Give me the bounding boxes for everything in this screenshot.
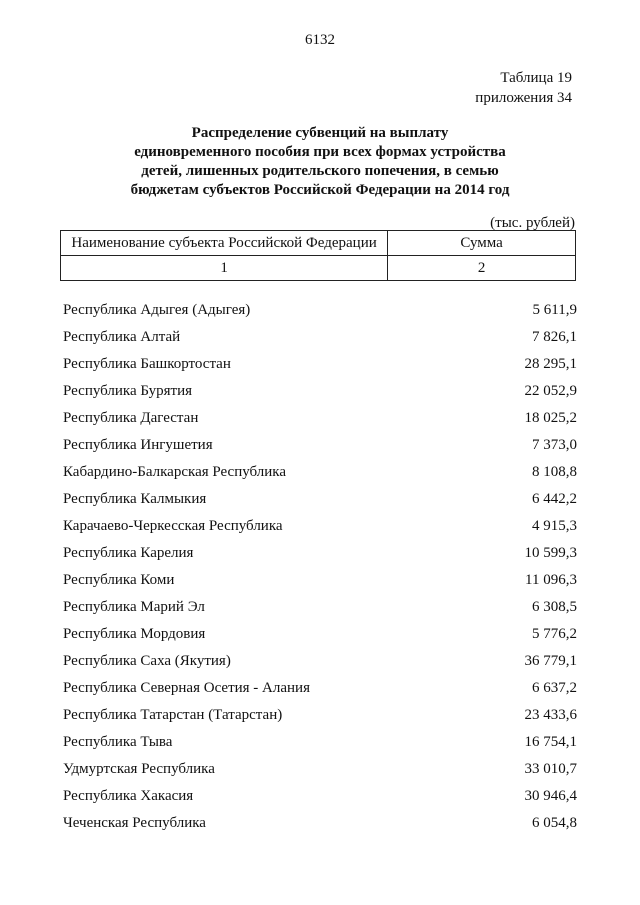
region-amount: 6 637,2 bbox=[532, 680, 577, 696]
region-amount: 28 295,1 bbox=[524, 356, 577, 372]
table-row bbox=[63, 486, 577, 513]
title-line-2: единовременного пособия при всех формах устройства bbox=[134, 144, 506, 160]
header-column-number-1: 1 bbox=[61, 256, 388, 281]
table-header bbox=[60, 230, 576, 281]
table-row bbox=[63, 621, 577, 648]
header-column-number-2: 2 bbox=[388, 256, 576, 281]
region-name: Республика Коми bbox=[63, 572, 175, 588]
table-reference bbox=[475, 68, 572, 108]
region-name: Республика Бурятия bbox=[63, 383, 193, 399]
region-amount: 23 433,6 bbox=[524, 707, 577, 723]
table-row bbox=[63, 378, 577, 405]
region-amount: 5 611,9 bbox=[532, 302, 577, 318]
region-amount: 36 779,1 bbox=[524, 653, 577, 669]
region-name: Удмуртская Республика bbox=[63, 761, 215, 777]
region-amount: 30 946,4 bbox=[524, 788, 577, 804]
region-name: Республика Мордовия bbox=[63, 626, 206, 642]
region-list bbox=[63, 297, 577, 837]
table-row bbox=[63, 567, 577, 594]
region-amount: 7 373,0 bbox=[532, 437, 577, 453]
table-row bbox=[63, 594, 577, 621]
table-row bbox=[63, 702, 577, 729]
title-line-4: бюджетам субъектов Российской Федерации на 2014 год bbox=[130, 182, 510, 198]
table-row bbox=[63, 648, 577, 675]
region-name: Республика Саха (Якутия) bbox=[63, 653, 231, 669]
table-row bbox=[63, 432, 577, 459]
region-name: Карачаево-Черкесская Республика bbox=[63, 518, 283, 534]
region-name: Республика Ингушетия bbox=[63, 437, 213, 453]
units-label: (тыс. рублей) bbox=[490, 215, 575, 231]
region-name: Республика Тыва bbox=[63, 734, 173, 750]
page-number: 6132 bbox=[305, 32, 335, 48]
table-row bbox=[63, 459, 577, 486]
table-row bbox=[63, 756, 577, 783]
region-name: Республика Татарстан (Татарстан) bbox=[63, 707, 283, 723]
title-line-3: детей, лишенных родительского попечения, в семью bbox=[141, 163, 499, 179]
region-amount: 6 054,8 bbox=[532, 815, 577, 831]
region-amount: 18 025,2 bbox=[524, 410, 577, 426]
table-row bbox=[63, 513, 577, 540]
region-name: Чеченская Республика bbox=[63, 815, 206, 831]
region-amount: 11 096,3 bbox=[525, 572, 577, 588]
table-row bbox=[63, 729, 577, 756]
region-amount: 6 308,5 bbox=[532, 599, 577, 615]
region-amount: 6 442,2 bbox=[532, 491, 577, 507]
table-reference-line-1: Таблица 19 bbox=[500, 70, 572, 86]
header-amount-column: Сумма bbox=[388, 231, 576, 256]
region-name: Республика Алтай bbox=[63, 329, 181, 345]
region-name: Кабардино-Балкарская Республика bbox=[63, 464, 287, 480]
table-row bbox=[63, 324, 577, 351]
region-amount: 5 776,2 bbox=[532, 626, 577, 642]
region-amount: 7 826,1 bbox=[532, 329, 577, 345]
region-name: Республика Калмыкия bbox=[63, 491, 207, 507]
document-title bbox=[60, 124, 580, 200]
table-row bbox=[63, 675, 577, 702]
region-amount: 10 599,3 bbox=[524, 545, 577, 561]
region-name: Республика Адыгея (Адыгея) bbox=[63, 302, 251, 318]
region-name: Республика Северная Осетия - Алания bbox=[63, 680, 310, 696]
header-number-row bbox=[61, 256, 576, 281]
header-name-column: Наименование субъекта Российской Федерации bbox=[61, 231, 388, 256]
header-row bbox=[61, 231, 576, 256]
region-name: Республика Башкортостан bbox=[63, 356, 231, 372]
table-row bbox=[63, 783, 577, 810]
table-row bbox=[63, 351, 577, 378]
table-row bbox=[63, 405, 577, 432]
region-amount: 22 052,9 bbox=[524, 383, 577, 399]
region-name: Республика Дагестан bbox=[63, 410, 199, 426]
region-name: Республика Карелия bbox=[63, 545, 194, 561]
table-row bbox=[63, 540, 577, 567]
table-row bbox=[63, 810, 577, 837]
region-amount: 4 915,3 bbox=[532, 518, 577, 534]
table-reference-line-2: приложения 34 bbox=[475, 90, 572, 106]
region-name: Республика Марий Эл bbox=[63, 599, 205, 615]
region-amount: 16 754,1 bbox=[524, 734, 577, 750]
title-line-1: Распределение субвенций на выплату bbox=[191, 125, 449, 141]
region-name: Республика Хакасия bbox=[63, 788, 194, 804]
table-row bbox=[63, 297, 577, 324]
region-amount: 8 108,8 bbox=[532, 464, 577, 480]
region-amount: 33 010,7 bbox=[524, 761, 577, 777]
